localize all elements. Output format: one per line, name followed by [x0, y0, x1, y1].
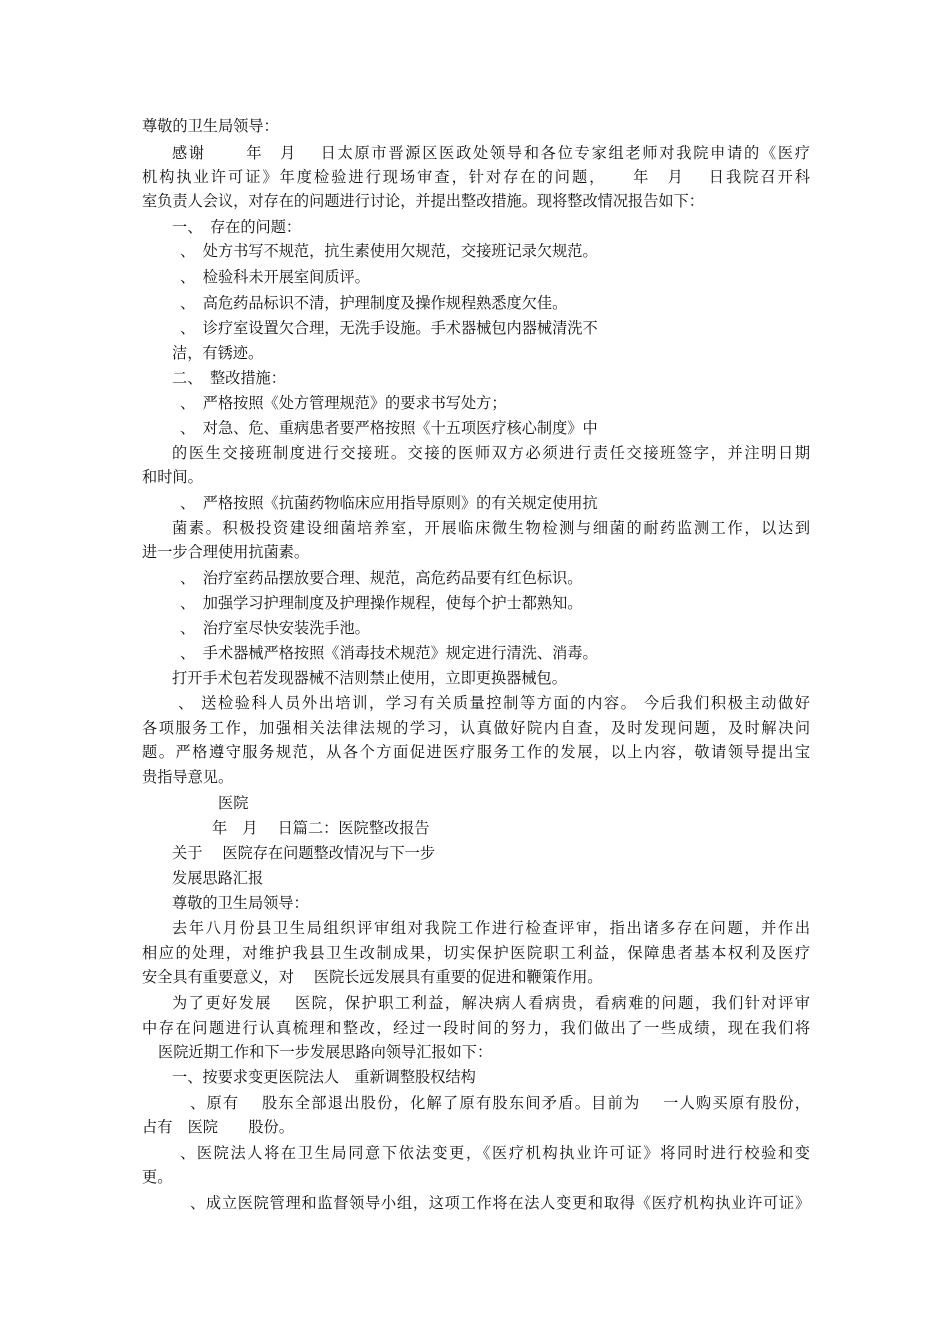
paragraph-line: 去年八月份县卫生局组织评审组对我院工作进行检查评审，指出诸多存在问题，并作出 [172, 919, 810, 937]
paragraph-line: 洁，有锈迹。 [172, 344, 264, 362]
list-item: 、 治疗室药品摆放要合理、规范，高危药品要有红色标识。 [180, 569, 583, 587]
paragraph-line: 贵指导意见。 [142, 768, 234, 786]
paragraph-line: 、 送检验科人员外出培训，学习有关质量控制等方面的内容。 今后我们积极主动做好 [178, 694, 810, 712]
paragraph-line: 题。严格遵守服务规范，从各个方面促进医疗服务工作的发展，以上内容，敬请领导提出宝 [142, 743, 810, 761]
paragraph-line: 各项服务工作，加强相关法律法规的学习，认真做好院内自查，及时发现问题，及时解决问 [142, 719, 810, 737]
paragraph-line: 更。 [142, 1168, 173, 1186]
paragraph-line: 为了更好发展 医院，保护职工利益，解决病人看病贵，看病难的问题，我们针对评审 [172, 994, 810, 1012]
paragraph-line: 中存在问题进行认真梳理和整改，经过一段时间的努力，我们做出了一些成绩，现在我们将 [142, 1019, 810, 1037]
list-item: 、 严格按照《处方管理规范》的要求书写处方； [180, 394, 507, 412]
paragraph-line: 感谢 年 月 日太原市晋源区医政处领导和各位专家组老师对我院申请的《医疗 [172, 144, 810, 162]
paragraph-line: 安全具有重要意义，对 医院长远发展具有重要的促进和鞭策作用。 [142, 968, 603, 986]
list-item: 、 检验科未开展室间质评。 [180, 268, 370, 286]
list-item: 、 对急、危、重病患者要严格按照《十五项医疗核心制度》中 [180, 419, 598, 437]
report-title: 发展思路汇报 [172, 869, 264, 887]
salutation: 尊敬的卫生局领导： [142, 117, 279, 135]
paragraph-line: 相应的处理，对维护我县卫生改制成果，切实保护医院职工利益，保障患者基本权利及医疗 [142, 944, 810, 962]
paragraph-line: 占有 医院 股份。 [142, 1118, 294, 1136]
report-title: 关于 医院存在问题整改情况与下一步 [172, 844, 436, 862]
list-item: 、 治疗室尽快安装洗手池。 [180, 619, 370, 637]
section-heading: 一、按要求变更医院法人 重新调整股权结构 [172, 1068, 476, 1086]
list-item: 、 严格按照《抗菌药物临床应用指导原则》的有关规定使用抗 [180, 494, 598, 512]
paragraph-line: 和时间。 [142, 468, 203, 486]
list-item: 、 手术器械严格按照《消毒技术规范》规定进行清洗、消毒。 [180, 644, 598, 662]
paragraph-line: 室负责人会议，对存在的问题进行讨论，并提出整改措施。现将整改情况报告如下： [142, 192, 704, 210]
paragraph-line: 打开手术包若发现器械不洁则禁止使用，立即更换器械包。 [172, 669, 567, 687]
section-heading: 一、 存在的问题： [172, 218, 302, 236]
list-item: 、 加强学习护理制度及护理操作规程，使每个护士都熟知。 [180, 594, 583, 612]
list-item: 、 高危药品标识不清，护理制度及操作规程熟悉度欠佳。 [180, 294, 568, 312]
paragraph-line: 菌素。积极投资建设细菌培养室，开展临床微生物检测与细菌的耐药监测工作，以达到 [172, 519, 810, 537]
paragraph-line: 、原有 股东全部退出股份，化解了原有股东间矛盾。目前为 一人购买原有股份， [190, 1094, 810, 1112]
paragraph-line: 的医生交接班制度进行交接班。交接的医师双方必须进行责任交接班签字，并注明日期 [172, 444, 810, 462]
list-item: 、 处方书写不规范，抗生素使用欠规范，交接班记录欠规范。 [180, 242, 598, 260]
salutation: 尊敬的卫生局领导： [172, 894, 309, 912]
signature-hospital: 医院 [218, 794, 249, 812]
section-heading: 二、 整改措施： [172, 369, 286, 387]
paragraph-line: 医院近期工作和下一步发展思路向领导汇报如下： [158, 1043, 493, 1061]
paragraph-line: 机构执业许可证》年度检验进行现场审查，针对存在的问题， 年 月 日我院召开科 [142, 168, 810, 186]
paragraph-line: 进一步合理使用抗菌素。 [142, 543, 310, 561]
paragraph-line: 、成立医院管理和监督领导小组，这项工作将在法人变更和取得《医疗机构执业许可证》 [190, 1194, 810, 1212]
date-and-article-title: 年 月 日篇二：医院整改报告 [212, 819, 430, 837]
paragraph-line: 、医院法人将在卫生局同意下依法变更，《医疗机构执业许可证》将同时进行校验和变 [180, 1144, 810, 1162]
list-item: 、 诊疗室设置欠合理，无洗手设施。手术器械包内器械清洗不 [180, 319, 598, 337]
